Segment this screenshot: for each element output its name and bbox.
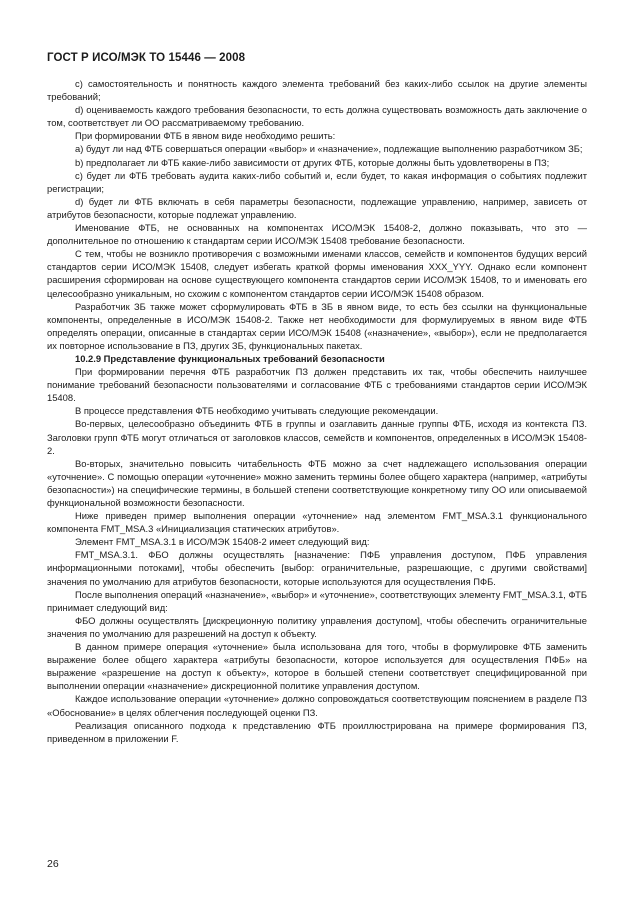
paragraph: Реализация описанного подхода к представлению ФТБ проиллюстрирована на примере формирования ПЗ, приведенном в приложении F. [47,719,587,744]
paragraph: Ниже приведен пример выполнения операции «уточнение» над элементом FMT_MSA.3.1 функционального компонента FMT_MSA.3 «Инициализация статических атрибутов». [47,510,587,535]
paragraph: Во-первых, целесообразно объединить ФТБ в группы и озаглавить данные группы ФТБ, исходя из контекста ПЗ. Заголовки групп ФТБ могут отличаться от заголовков классов, семейств и компонентов, определенных в ИСО/МЭК 15408-2. [47,418,587,456]
paragraph: При формировании перечня ФТБ разработчик ПЗ должен представить их так, чтобы обеспечить наилучшее понимание требований безопасности пользователями и согласование ФТБ с требованиями стандартов серии ИСО/МЭК 15408. [47,366,587,404]
document-body [47,77,587,745]
paragraph: ФБО должны осуществлять [дискреционную политику управления доступом], чтобы обеспечить ограничительные значения по умолчанию для разрешений на доступ к объекту. [47,614,587,639]
paragraph: b) предполагает ли ФТБ какие-либо зависимости от других ФТБ, которые должны быть удовлетворены в ПЗ; [75,156,550,168]
section-heading: 10.2.9 Представление функциональных требований безопасности [75,352,385,364]
paragraph: В данном примере операция «уточнение» была использована для того, чтобы в формулировке ФТБ заменить выражение более общего характера «атрибуты безопасности, которое используется для осуществления ПФБ» на выражение «разрешение на доступ к объекту», которое в большей степени соответствует специфицированной при выполнении операции «назначение» дискреционной политике управления доступом. [47,641,587,692]
paragraph: С тем, чтобы не возникло противоречия с возможными именами классов, семейств и компонентов будущих версий стандартов серии ИСО/МЭК 15408, следует избегать краткой формы именования XXX_YYY. Однако если компонент расширения сформирован на основе существующего компонента стандартов серии ИСО/МЭК 15408, то и именовать его целесообразно уникальным, но схожим с компонентом стандартов серии ИСО/МЭК 15408 образом. [47,248,587,299]
paragraph: d) оцениваемость каждого требования безопасности, то есть должна существовать возможность дать заключение о том, соответствует ли ОО рассматриваемому требованию. [47,104,587,129]
paragraph: Разработчик ЗБ также может сформулировать ФТБ в ЗБ в явном виде, то есть без ссылки на функциональные компоненты, определенные в ИСО/МЭК 15408-2. Также нет необходимости для формулируемых в явном виде ФТБ определять операции, описанные в стандартах серии ИСО/МЭК 15408 («назначение», «выбор»), если не предполагается их повторное использование в ПЗ, других ЗБ, функциональных пакетах. [47,300,587,351]
page-number: 26 [47,858,59,870]
paragraph: FMT_MSA.3.1. ФБО должны осуществлять [назначение: ПФБ управления доступом, ПФБ управления информационными потоками], чтобы обеспечить [выбор: ограничительные, разрешающие, с другими свойствами] значения по умолчанию для атрибутов безопасности, которые используются для осуществления ПФБ. [47,549,587,587]
paragraph: После выполнения операций «назначение», «выбор» и «уточнение», соответствующих элементу FMT_MSA.3.1, ФТБ принимает следующий вид: [47,588,587,613]
paragraph: d) будет ли ФТБ включать в себя параметры безопасности, подлежащие управлению, например, зависеть от атрибутов безопасности, которые подлежат управлению. [47,195,587,220]
paragraph: Элемент FMT_MSA.3.1 в ИСО/МЭК 15408-2 имеет следующий вид: [75,536,370,548]
paragraph: В процессе представления ФТБ необходимо учитывать следующие рекомендации. [75,405,439,417]
page-header: ГОСТ Р ИСО/МЭК ТО 15446 — 2008 [47,52,246,64]
paragraph: c) самостоятельность и понятность каждого элемента требований без каких-либо ссылок на другие элементы требований; [47,78,587,103]
paragraph: Каждое использование операции «уточнение» должно сопровождаться соответствующим пояснением в разделе ПЗ «Обоснование» в целях облегчения последующей оценки ПЗ. [47,693,587,718]
paragraph: Во-вторых, значительно повысить читабельность ФТБ можно за счет надлежащего использования операции «уточнение». С помощью операции «уточнение» можно заменить термины более общего характера (например, «атрибуты безопасности») на специфические термины, в большей степени соответствующие конкретному типу ОО или описываемой функциональной возможности безопасности. [47,457,587,508]
paragraph: c) будет ли ФТБ требовать аудита каких-либо событий и, если будет, то какая информация о событиях подлежит регистрации; [47,169,587,194]
paragraph: a) будут ли над ФТБ совершаться операции «выбор» и «назначение», подлежащие выполнению разработчиком ЗБ; [75,143,583,155]
paragraph: Именование ФТБ, не основанных на компонентах ИСО/МЭК 15408-2, должно показывать, что это — дополнительное по отношению к стандартам серии ИСО/МЭК 15408 требование безопасности. [47,222,587,247]
paragraph: При формировании ФТБ в явном виде необходимо решить: [75,130,336,142]
